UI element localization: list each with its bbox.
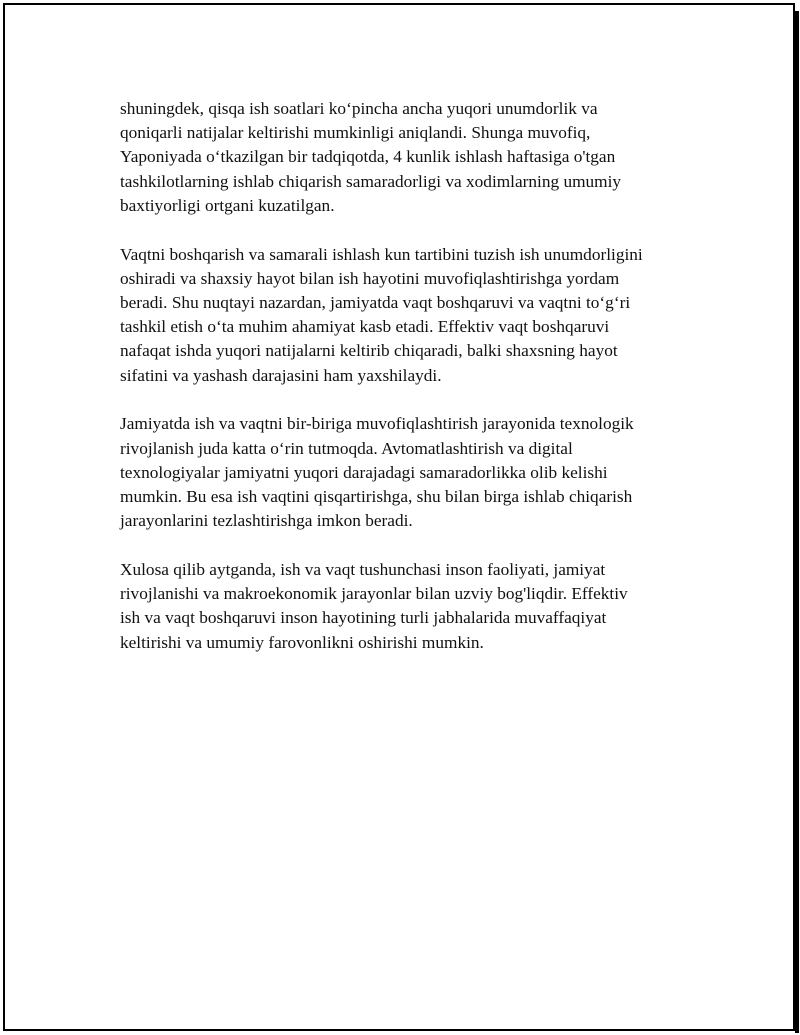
- paragraph-2: Vaqtni boshqarish va samarali ishlash kun tartibini tuzish ish unumdorligini oshiradi va shaxsiy hayot bilan ish hayotini muvofiqlashtirishga yordam beradi. Shu nuqtayi nazardan, jamiyatda vaqt boshqaruvi va vaqtni to‘g‘ri tashkil etish o‘ta muhim ahamiyat kasb etadi. Effektiv vaqt boshqaruvi nafaqat ishda yuqori natijalarni keltirib chiqaradi, balki shaxsning hayot sifatini va yashash darajasini ham yaxshilaydi.: [120, 244, 643, 385]
- paragraph-1: shuningdek, qisqa ish soatlari ko‘pincha ancha yuqori unumdorlik va qoniqarli natijalar keltirishi mumkinligi aniqlandi. Shunga muvofiq, Yaponiyada o‘tkazilgan bir tadqiqotda, 4 kunlik ishlash haftasiga o'tgan tashkilotlarning ishlab chiqarish samaradorligi va xodimlarning umumiy baxtiyorligi ortgani kuzatilgan.: [120, 99, 622, 215]
- document-body: [120, 97, 700, 679]
- paragraph-4: Xulosa qilib aytganda, ish va vaqt tushunchasi inson faoliyati, jamiyat rivojlanishi va makroekonomik jarayonlar bilan uzviy bog'liqdir. Effektiv ish va vaqt boshqaruvi inson hayotining turli jabhalarida muvaffaqiyat keltirishi va umumiy farovonlikni oshirishi mumkin.: [120, 560, 628, 652]
- paragraph-3: Jamiyatda ish va vaqtni bir-biriga muvofiqlashtirish jarayonida texnologik rivojlanish juda katta o‘rin tutmoqda. Avtomatlashtirish va digital texnologiyalar jamiyatni yuqori darajadagi samaradorlikka olib kelishi mumkin. Bu esa ish vaqtini qisqartirishga, shu bilan birga ishlab chiqarish jarayonlarini tezlashtirishga imkon beradi.: [120, 414, 634, 531]
- document-page: [3, 3, 795, 1031]
